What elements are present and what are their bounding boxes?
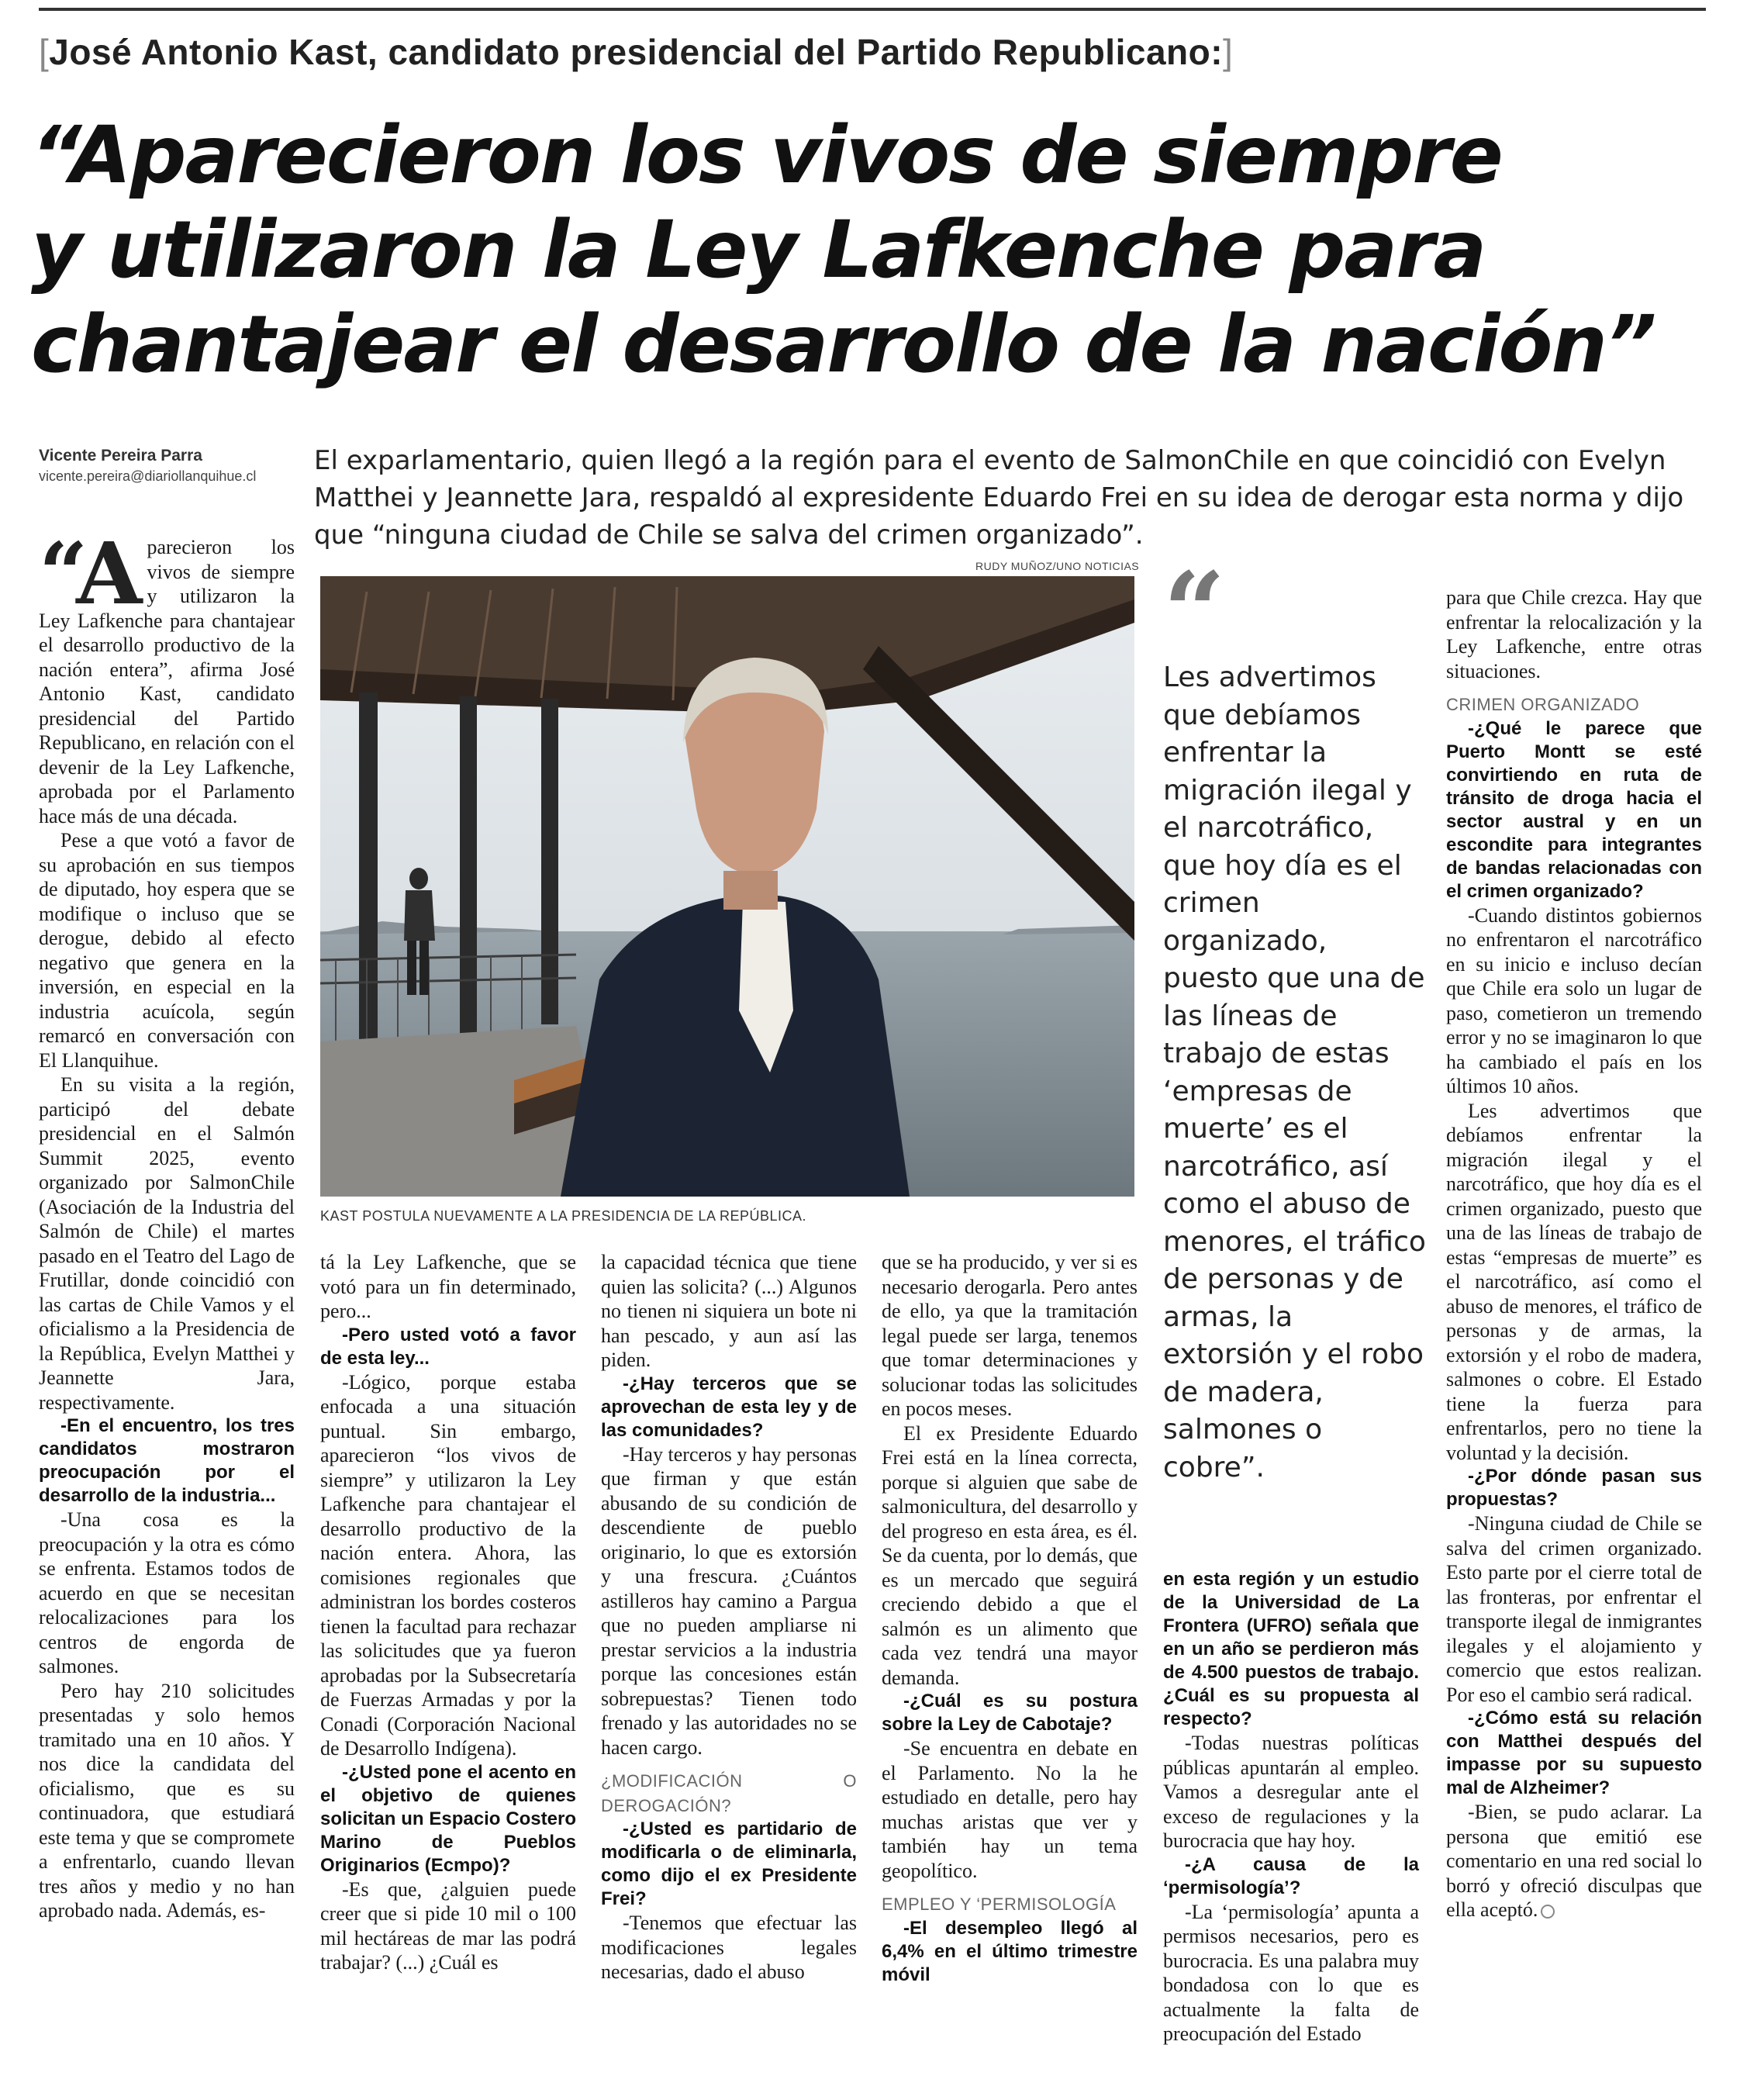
paragraph: -Se encuentra en debate en el Parlamento. No la he estudiado en detalle, pero hay muchas aristas que ver y también hay un tema geopolítico. [882,1737,1138,1882]
paragraph: para que Chile crezca. Hay que enfrentar la relocalización y la Ley Lafkenche, entre otras situaciones. [1446,586,1702,682]
paragraph: -Hay terceros y hay personas que firman y que están abusando de su condición de descendiente de pueblo originario, lo que es extorsión y una frescura. ¿Cuántos astilleros hay camino a Pargua que no pueden ampliarse ni prestar servicios a la industria porque las concesiones están sobrepuestas? Tienen todo frenado y las autoridades no se hacen cargo. [601,1442,857,1759]
paragraph: -Ninguna ciudad de Chile se salva del crimen organizado. Esto parte por el cierre total de las fronteras, por enfrentar el transporte ilegal de inmigrantes ilegales y el alojamiento y comercio que estos realizan. Por eso el cambio será radical. [1446,1512,1702,1706]
paragraph: -Cuando distintos gobiernos no enfrentaron el narcotráfico en su inicio e incluso decían que Chile era solo un lugar de paso, cometieron un tremendo error y no se imaginaron lo que ha cambiado el país en los últimos 10 años. [1446,903,1702,1097]
top-rule [39,8,1706,11]
paragraph: -Lógico, porque estaba enfocada a una situación puntual. Sin embargo, aparecieron “los vivos de siempre” y utilizaron la Ley Lafkenche para chantajear el desarrollo productivo de la nación entera. Ahora, las comisiones regionales que administran los bordes costeros tienen la facultad para rechazar las solicitudes que ya fueron aprobadas por la Subsecretaría de Fuerzas Armadas y por la Conadi (Corporación Nacional de Desarrollo Indígena). [320,1370,576,1760]
interview-question: -¿Usted es partidario de modificarla o de eliminarla, como dijo el ex Presidente Frei? [601,1819,857,1909]
photo [320,576,1134,1197]
interview-question: -¿Cómo está su relación con Matthei después del impasse por su supuesto mal de Alzheimer? [1446,1708,1702,1798]
interview-question: en esta región y un estudio de la Universidad de La Frontera (UFRO) señala que en un año se perdieron más de 4.500 puestos de trabajo. ¿Cuál es su propuesta al respecto? [1163,1569,1419,1729]
article-column-6 [1446,585,1702,1922]
article-column-4 [882,1250,1138,1987]
drop-cap [39,523,143,623]
kicker-text: José Antonio Kast, candidato presidencial del Partido Republicano: [49,32,1224,72]
section-heading: ¿MODIFICACIÓN O DEROGACIÓN? [601,1771,857,1815]
photo-illustration [320,576,1134,1197]
headline-line-3: chantajear el desarrollo de la nación” [31,299,1655,391]
end-mark-icon [1541,1905,1555,1919]
interview-question: -¿A causa de la ‘permisología’? [1163,1853,1419,1898]
headline [31,109,1721,392]
interview-question: -¿Usted pone el acento en el objetivo de quienes solicitan un Espacio Costero Marino de Pueblos Originarios (Ecmpo)? [320,1761,576,1876]
section-heading: CRIMEN ORGANIZADO [1446,695,1640,714]
kicker-bracket-close: ] [1223,32,1234,72]
paragraph: -La ‘permisología’ apunta a permisos necesarios, pero es burocracia. Es una palabra muy bondadosa con lo que es actualmente la falta de preocupación del Estado [1163,1900,1419,2045]
byline [39,447,256,485]
interview-question: -¿Por dónde pasan sus propuestas? [1446,1466,1702,1510]
paragraph [39,523,295,828]
paragraph: -Todas nuestras políticas públicas apuntarán al empleo. Vamos a desregular ante el exceso de regulaciones y la burocracia que hay hoy. [1163,1732,1419,1852]
interview-question: -¿Cuál es su postura sobre la Ley de Cabotaje? [882,1691,1138,1735]
interview-question: -Pero usted votó a favor de esta ley... [320,1324,576,1369]
interview-question: -El desempleo llegó al 6,4% en el último trimestre móvil [882,1917,1138,1985]
drop-cap-letter: A [76,523,143,623]
photo-caption: KAST POSTULA NUEVAMENTE A LA PRESIDENCIA DE LA REPÚBLICA. [320,1208,807,1224]
article-column-3 [601,1250,857,1984]
paragraph: la capacidad técnica que tiene quien las solicita? (...) Algunos no tienen ni siquiera un bote ni han pescado, y aun así las piden. [601,1251,857,1371]
paragraph: Les advertimos que debíamos enfrentar la migración ilegal y el narcotráfico, que hoy día es el crimen organizado, puesto que una de las líneas de trabajo de estas “empresas de muerte” es el narcotráfico, así como el abuso de menores, el tráfico de personas y de armas, la extorsión y el robo de madera, salmones o cobre. El Estado tiene la fuerza para enfrentarlos, pero no tiene la voluntad y la decisión. [1446,1099,1702,1464]
article-column-5 [1163,1568,1419,2046]
paragraph: tá la Ley Lafkenche, que se votó para un fin determinado, pero... [320,1251,576,1322]
section-heading: EMPLEO Y ‘PERMISOLOGÍA [882,1894,1117,1914]
kicker-bracket-open: [ [39,32,50,72]
paragraph-text: -Bien, se pudo aclarar. La persona que emitió ese comentario en una red social lo borró y ofreció disculpas que ella aceptó. [1446,1801,1702,1921]
paragraph: -Es que, ¿alguien puede creer que si pide 10 mil o 100 mil hectáreas de mar las podrá trabajar? (...) ¿Cuál es [320,1877,576,1974]
headline-line-2: y utilizaron la Ley Lafkenche para [31,204,1486,296]
author-email: vicente.pereira@diariollanquihue.cl [39,468,257,484]
photo-credit: RUDY MUÑOZ/UNO NOTICIAS [975,560,1140,572]
kicker [39,31,1706,73]
quote-mark-icon: “ [1163,549,1226,676]
paragraph: -Tenemos que efectuar las modificaciones legales necesarias, dado el abuso [601,1912,857,1983]
pull-quote-text: Les advertimos que debíamos enfrentar la migración ilegal y el narcotráfico, que hoy día es el crimen organizado, puesto que una de las líneas de trabajo de estas ‘empresas de muerte’ es el narcotráfico, así como el abuso de menores, el tráfico de personas y de armas, la extorsión y el robo de madera, salmones o cobre”. [1163,661,1426,1483]
paragraph: Pero hay 210 solicitudes presentadas y solo hemos tramitado una en 10 años. Y nos dice la candidata del oficialismo, que es su continuadora, que estudiará este tema y que se compromete a enfrentarlo, cuando llevan tres años y medio y no han aprobado nada. Además, es- [39,1679,295,1922]
article-column-2 [320,1250,576,1975]
paragraph: -Una cosa es la preocupación y la otra es cómo se enfrenta. Estamos todos de acuerdo en que se necesitan relocalizaciones para los centros de engorda de salmones. [39,1508,295,1677]
paragraph: En su visita a la región, participó del debate presidencial en el Salmón Summit 2025, evento organizado por SalmonChile (Asociación de la Industria del Salmón de Chile) el martes pasado en el Teatro del Lago de Frutillar, donde coincidió con las cartas de Chile Vamos y el oficialismo a la Presidencia de la República, Evelyn Matthei y Jeannette Jara, respectivamente. [39,1073,295,1414]
article-column-1 [39,523,295,1923]
paragraph: El ex Presidente Eduardo Frei está en la línea correcta, porque si alguien que sabe de salmonicultura, del desarrollo y del progreso en esta área, es él. Se da cuenta, por lo demás, que es un mercado que seguirá creciendo debido a que el salmón es un alimento que cada vez tendrá una mayor demanda. [882,1421,1138,1689]
pull-quote [1163,549,1427,1487]
paragraph [1446,1800,1702,1922]
drop-cap-quote: “ [39,523,77,623]
paragraph: que se ha producido, y ver si es necesario derogarla. Pero antes de ello, ya que la tramitación legal puede ser larga, tenemos que tomar determinaciones y solucionar todas las solicitudes en pocos meses. [882,1251,1138,1420]
headline-line-1: “Aparecieron los vivos de siempre [31,109,1502,202]
lead-paragraph: El exparlamentario, quien llegó a la región para el evento de SalmonChile en que coincidió con Evelyn Matthei y Jeannette Jara, respaldó al expresidente Eduardo Frei en su idea de derogar esta norma y dijo que “ninguna ciudad de Chile se salva del crimen organizado”. [314,445,1684,551]
interview-question: -¿Hay terceros que se aprovechan de esta ley y de las comunidades? [601,1373,857,1441]
interview-question: -¿Qué le parece que Puerto Montt se esté convirtiendo en ruta de tránsito de droga hacia el sector austral y en un escondite para integrantes de bandas relacionadas con el crimen organizado? [1446,717,1702,902]
paragraph: Pese a que votó a favor de su aprobación en sus tiempos de diputado, hoy espera que se modifique o incluso que se derogue, debido al efecto negativo que genera en la inversión, en especial en la industria acuícola, según remarcó en conversación con El Llanquihue. [39,829,295,1072]
interview-question: -En el encuentro, los tres candidatos mostraron preocupación por el desarrollo de la industria... [39,1415,295,1506]
paragraph-text: parecieron los vivos de siempre y utilizaron la Ley Lafkenche para chantajear el desarrollo productivo de la nación entera”, afirma José Antonio Kast, candidato presidencial del Partido Republicano, en relación con el devenir de la Ley Lafkenche, aprobada por el Parlamento hace más de una década. [39,536,295,827]
author-name: Vicente Pereira Parra [39,447,202,465]
